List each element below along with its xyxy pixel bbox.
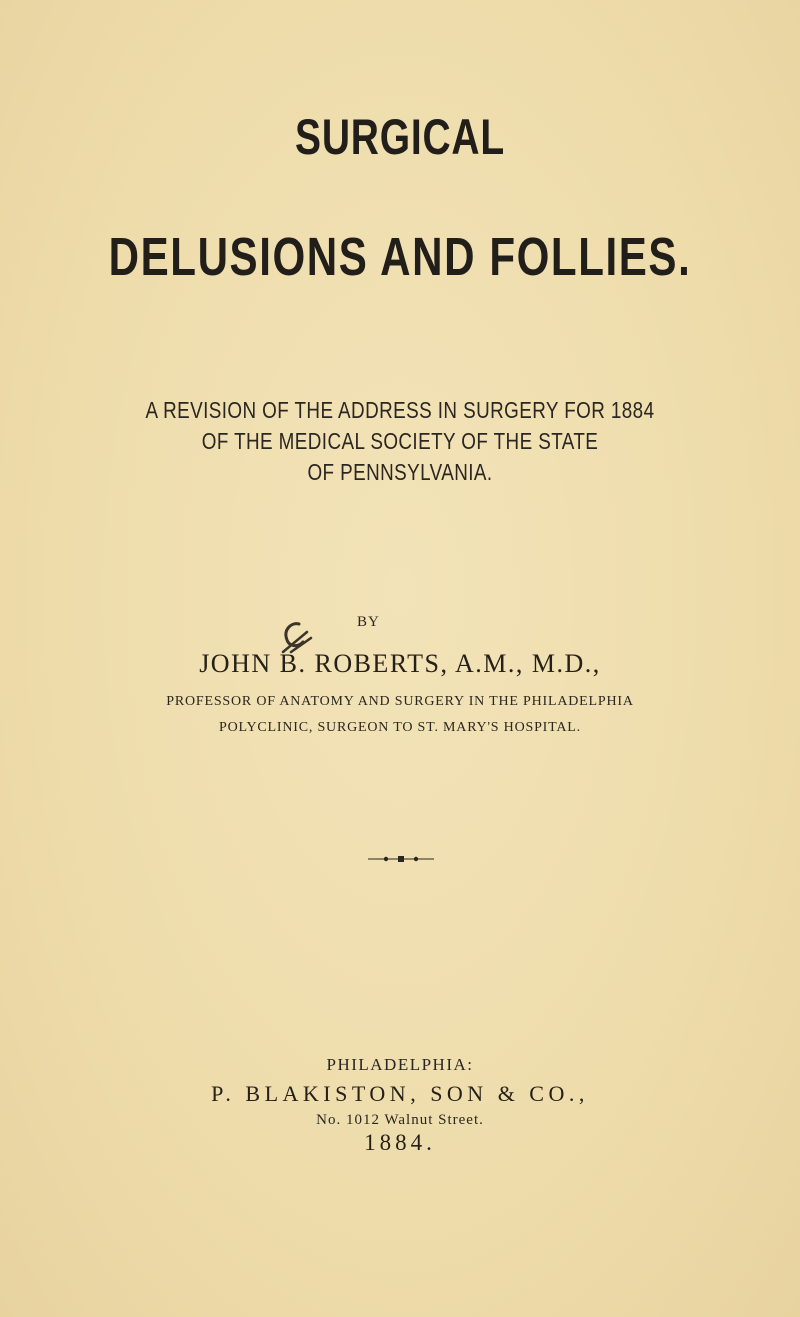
subtitle-line-3: OF PENNSYLVANIA.	[307, 459, 493, 485]
author-name: JOHN B. ROBERTS, A.M., M.D.,	[199, 649, 601, 678]
imprint-city: PHILADELPHIA:	[326, 1055, 474, 1074]
author-credential-line-2: POLYCLINIC, SURGEON TO ST. MARY'S HOSPITAL.	[219, 720, 581, 735]
subtitle-line-1: A REVISION OF THE ADDRESS IN SURGERY FOR 1884	[145, 397, 655, 423]
imprint-address: No. 1012 Walnut Street.	[316, 1112, 484, 1128]
imprint-year: 1884.	[364, 1130, 436, 1155]
author-credential-line-1: PROFESSOR OF ANATOMY AND SURGERY IN THE PHILADELPHIA	[166, 694, 634, 709]
divider-ornament	[368, 854, 434, 864]
title-line-2: DELUSIONS AND FOLLIES.	[108, 227, 692, 287]
title-line-1: SURGICAL	[295, 109, 505, 165]
by-label: BY	[357, 614, 380, 630]
imprint-publisher: P. BLAKISTON, SON & CO.,	[211, 1081, 589, 1106]
subtitle-line-2: OF THE MEDICAL SOCIETY OF THE STATE	[201, 428, 599, 454]
